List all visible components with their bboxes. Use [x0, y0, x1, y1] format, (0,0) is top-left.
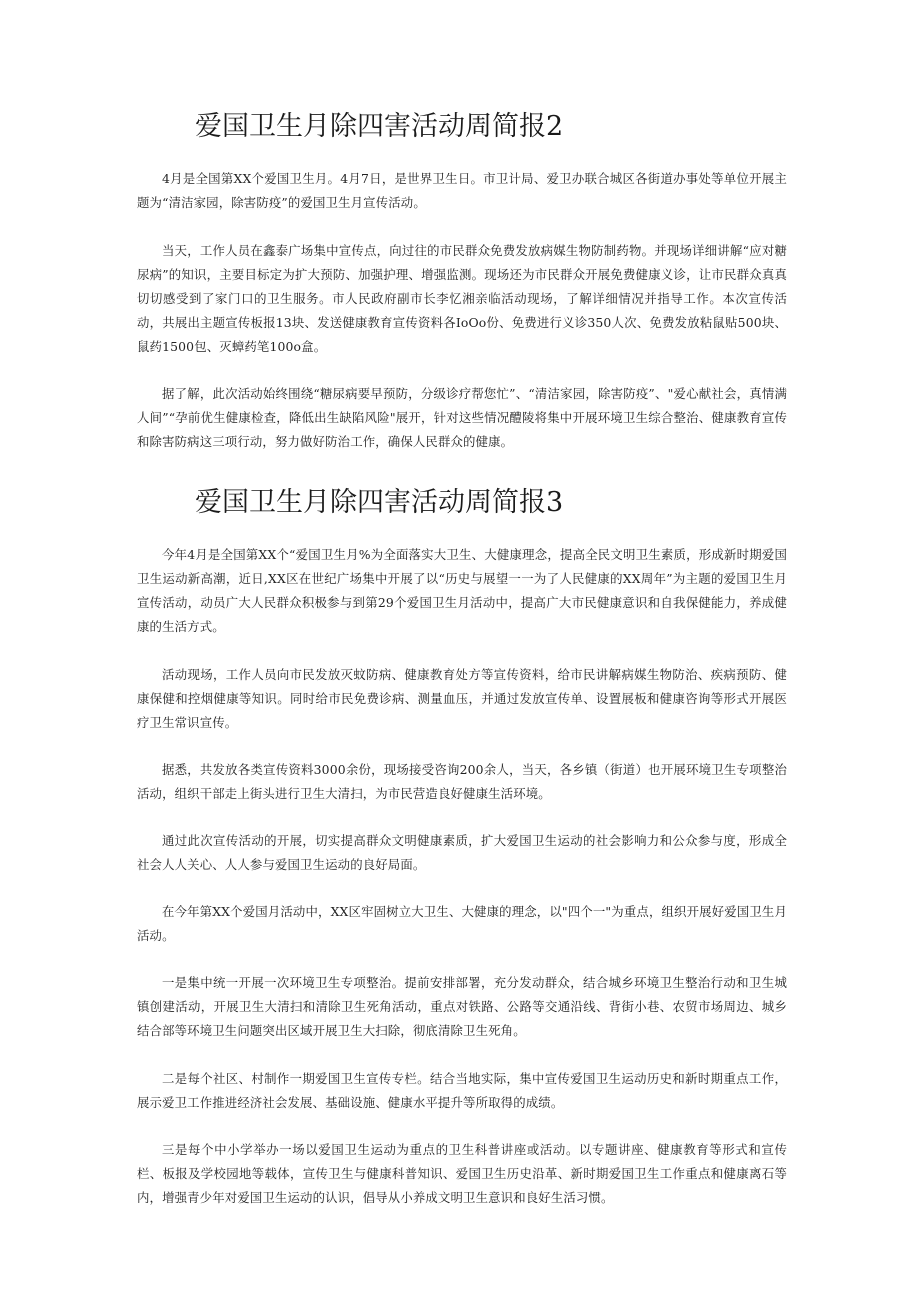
paragraph: 通过此次宣传活动的开展，切实提高群众文明健康素质，扩大爱国卫生运动的社会影响力和公众参与度，形成全社会人人关心、人人参与爱国卫生运动的良好局面。: [137, 833, 787, 872]
section-title-3: 爱国卫生月除四害活动周简报3: [195, 487, 564, 518]
paragraph: 据悉，共发放各类宣传资料3000余份，现场接受咨询200余人，当天，各乡镇（街道）也开展环境卫生专项整治活动，组织干部走上街头进行卫生大清扫，为市民营造良好健康生活环境。: [137, 762, 787, 801]
paragraph: 当天，工作人员在鑫泰广场集中宣传点，向过往的市民群众免费发放病媒生物防制药物。并现场详细讲解“应对糖尿病”的知识，主要目标定为扩大预防、加强护理、增强监测。现场还为市民群众开展免费健康义诊，让市民群众真真切切感受到了家门口的卫生服务。市人民政府副市长李忆湘亲临活动现场，了解详细情况并指导工作。本次宣传活动，共展出主题宣传板报13块、发送健康教育宣传资料各IoOo份、免费进行义诊350人次、免费发放粘鼠贴500块、鼠药1500包、灭蟑药笔100o盒。: [137, 243, 787, 354]
paragraph: 据了解，此次活动始终围绕“糖尿病要早预防，分级诊疗帮您忙”、“清洁家园，除害防疫”、"爱心献社会，真情满人间”“孕前优生健康检查，降低出生缺陷风险"展开，针对这些情况醴陵将集中开展环境卫生综合整治、健康教育宣传和除害防病这三项行动，努力做好防治工作，确保人民群众的健康。: [137, 386, 787, 449]
paragraph: 今年4月是全国第XX个“爱国卫生月%为全面落实大卫生、大健康理念，提高全民文明卫生素质，形成新时期爱国卫生运动新高潮，近日,XX区在世纪广场集中开展了以“历史与展望一一为了人民健康的XX周年”为主题的爱国卫生月宣传活动，动员广大人民群众积极参与到第29个爱国卫生月活动中，提高广大市民健康意识和自我保健能力，养成健康的生活方式。: [137, 547, 787, 634]
paragraph: 二是每个社区、村制作一期爱国卫生宣传专栏。结合当地实际，集中宣传爱国卫生运动历史和新时期重点工作，展示爱卫工作推进经济社会发展、基础设施、健康水平提升等所取得的成绩。: [137, 1071, 787, 1110]
paragraph: 活动现场，工作人员向市民发放灭蚊防病、健康教育处方等宣传资料，给市民讲解病媒生物防治、疾病预防、健康保健和控烟健康等知识。同时给市民免费诊病、测量血压，并通过发放宣传单、设置展板和健康咨询等形式开展医疗卫生常识宣传。: [137, 667, 787, 730]
paragraph: 三是每个中小学举办一场以爱国卫生运动为重点的卫生科普讲座或活动。以专题讲座、健康教育等形式和宣传栏、板报及学校园地等载体，宣传卫生与健康科普知识、爱国卫生历史沿革、新时期爱国卫生工作重点和健康离石等内，增强青少年对爱国卫生运动的认识，倡导从小养成文明卫生意识和良好生活习惯。: [137, 1142, 787, 1205]
paragraph: 4月是全国第XX个爱国卫生月。4月7日，是世界卫生日。市卫计局、爱卫办联合城区各街道办事处等单位开展主题为“清洁家园，除害防疫”的爱国卫生月宣传活动。: [137, 171, 787, 210]
paragraph: 在今年第XX个爱国月活动中，XX区牢固树立大卫生、大健康的理念，以"四个一"为重点，组织开展好爱国卫生月活动。: [137, 904, 787, 943]
paragraph: 一是集中统一开展一次环境卫生专项整治。提前安排部署，充分发动群众，结合城乡环境卫生整治行动和卫生城镇创建活动，开展卫生大清扫和清除卫生死角活动，重点对铁路、公路等交通沿线、背街小巷、农贸市场周边、城乡结合部等环境卫生问题突出区域开展卫生大扫除，彻底清除卫生死角。: [137, 975, 787, 1038]
section-title-2: 爱国卫生月除四害活动周简报2: [195, 111, 564, 142]
